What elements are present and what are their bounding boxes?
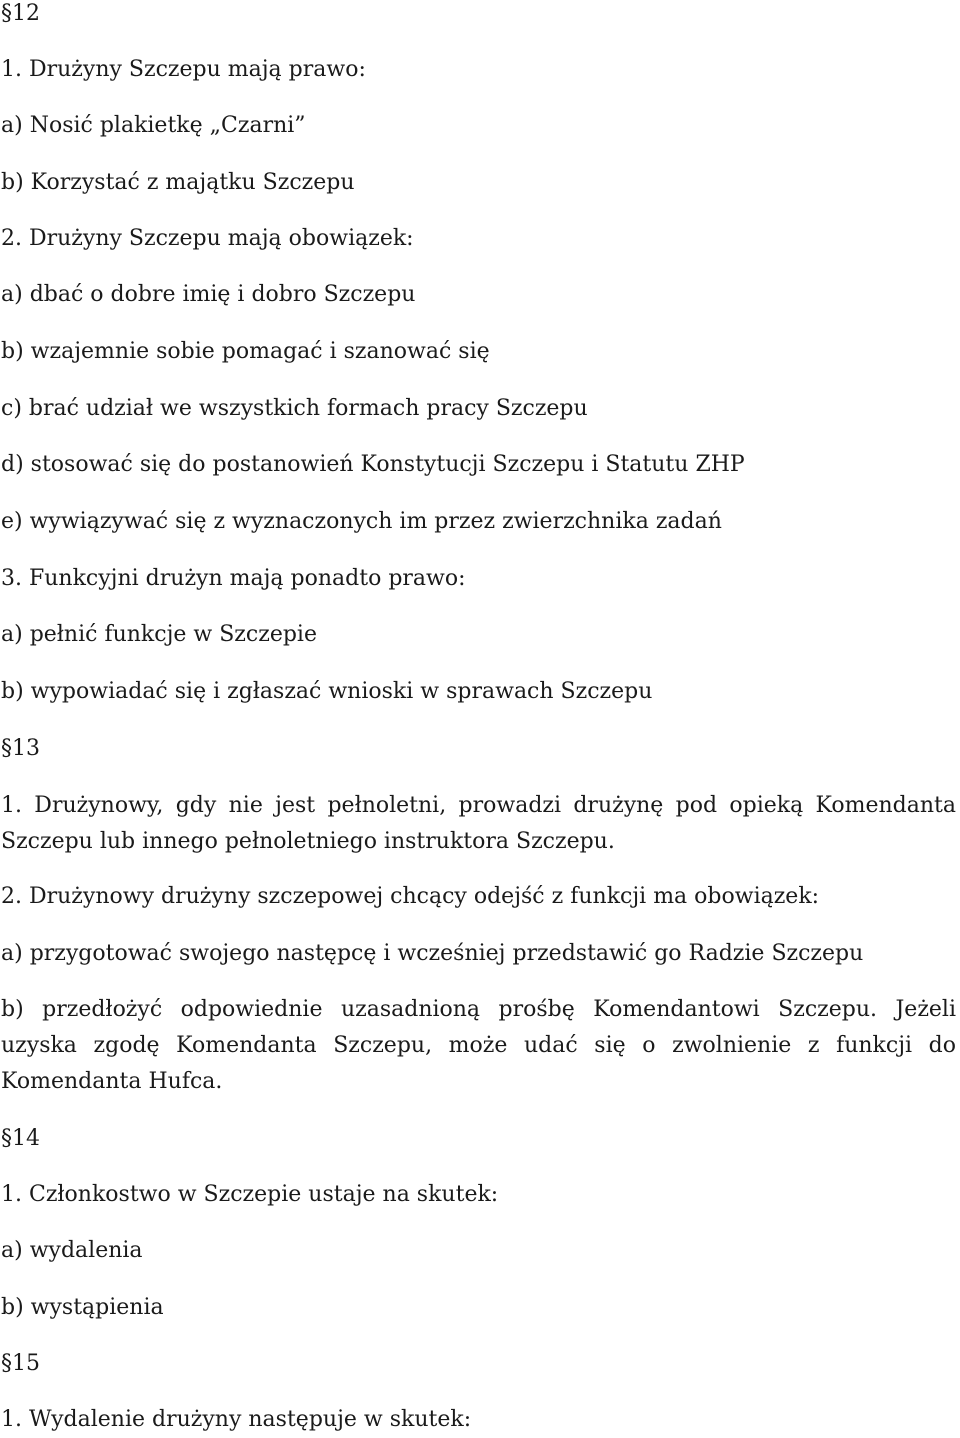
list-item-13-2b: b) przedłożyć odpowiednie uzasadnioną prośbę Komendantowi Szczepu. Jeżeli uzyska zgodę Komendanta Szczepu, może udać się o zwolnienie z funkcji do Komendanta Hufca. <box>1 997 956 1094</box>
paragraph-15-1: 1. Wydalenie drużyny następuje w skutek: <box>1 1407 472 1432</box>
list-item-12-2b: b) wzajemnie sobie pomagać i szanować się <box>1 339 490 364</box>
list-item-13-2a: a) przygotować swojego następcę i wcześniej przedstawić go Radzie Szczepu <box>1 941 864 966</box>
paragraph-12-3: 3. Funkcyjni drużyn mają ponadto prawo: <box>1 566 466 591</box>
section-heading-15: §15 <box>1 1351 40 1376</box>
section-heading-13: §13 <box>1 736 40 761</box>
paragraph-12-1: 1. Drużyny Szczepu mają prawo: <box>1 57 366 82</box>
list-item-12-1a: a) Nosić plakietkę „Czarni” <box>1 113 306 138</box>
list-item-12-3b: b) wypowiadać się i zgłaszać wnioski w sprawach Szczepu <box>1 679 653 704</box>
paragraph-13-1: 1. Drużynowy, gdy nie jest pełnoletni, prowadzi drużynę pod opieką Komendanta Szczepu lub innego pełnoletniego instruktora Szczepu. <box>1 793 956 854</box>
paragraph-13-2: 2. Drużynowy drużyny szczepowej chcący odejść z funkcji ma obowiązek: <box>1 884 820 909</box>
list-item-14-1b: b) wystąpienia <box>1 1295 164 1320</box>
list-item-12-1b: b) Korzystać z majątku Szczepu <box>1 170 355 195</box>
list-item-12-2e: e) wywiązywać się z wyznaczonych im przez zwierzchnika zadań <box>1 509 722 534</box>
section-heading-12: §12 <box>1 1 40 26</box>
list-item-12-2d: d) stosować się do postanowień Konstytucji Szczepu i Statutu ZHP <box>1 452 745 477</box>
paragraph-14-1: 1. Członkostwo w Szczepie ustaje na skutek: <box>1 1182 499 1207</box>
list-item-14-1a: a) wydalenia <box>1 1238 143 1263</box>
section-heading-14: §14 <box>1 1126 40 1151</box>
list-item-12-3a: a) pełnić funkcje w Szczepie <box>1 622 317 647</box>
list-item-12-2c: c) brać udział we wszystkich formach pracy Szczepu <box>1 396 588 421</box>
list-item-12-2a: a) dbać o dobre imię i dobro Szczepu <box>1 282 416 307</box>
paragraph-12-2: 2. Drużyny Szczepu mają obowiązek: <box>1 226 414 251</box>
